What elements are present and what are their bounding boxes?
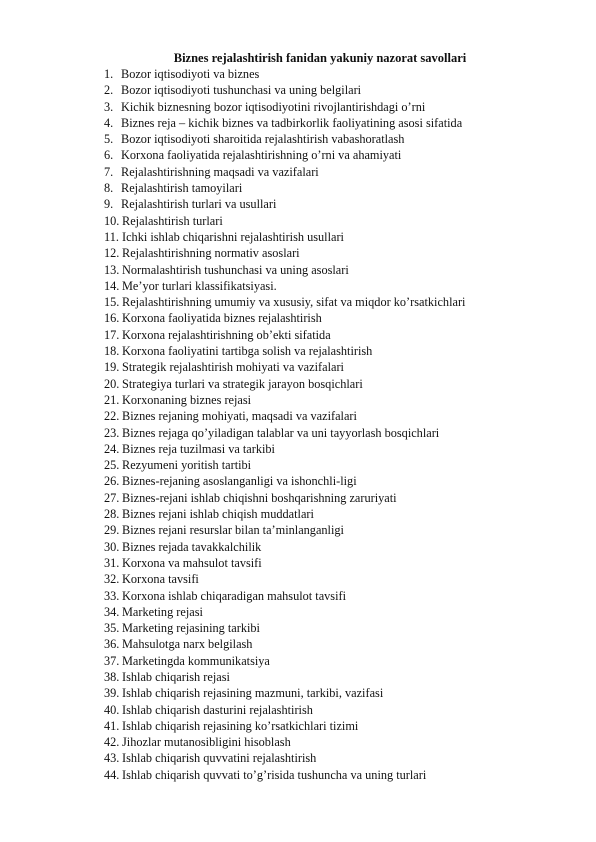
question-item [104,539,574,555]
question-number: 39. [104,686,120,701]
question-text: Korxona ishlab chiqaradigan mahsulot tavsifi [122,588,347,603]
question-item [104,180,574,196]
question-text: Biznes-rejaning asoslanganligi va ishonchli-ligi [122,474,357,489]
question-number: 36. [104,637,120,652]
question-number: 15. [104,295,120,310]
question-text: Normalashtirish tushunchasi va uning asoslari [122,262,349,277]
question-text: Biznes rejani ishlab chiqish muddatlari [122,507,314,522]
document-title: Biznes rejalashtirish fanidan yakuniy nazorat savollari [173,51,467,65]
question-text: Strategik rejalashtirish mohiyati va vazifalari [122,360,344,375]
question-text: Strategiya turlari va strategik jarayon bosqichlari [122,376,363,391]
question-item [104,718,574,734]
question-text: Mahsulotga narx belgilash [122,637,253,652]
question-number: 40. [104,702,120,717]
question-text: Kichik biznesning bozor iqtisodiyotini rivojlantirishdagi o’rni [121,99,426,114]
question-number: 27. [104,490,120,505]
question-text: Biznes rejani resurslar bilan ta’minlanganligi [122,523,344,538]
question-item [104,571,574,587]
question-text: Biznes rejada tavakkalchilik [122,539,262,554]
question-number: 37. [104,653,120,668]
question-number: 14. [104,278,120,293]
question-number: 17. [104,327,120,342]
question-number: 23. [104,425,120,440]
question-item [104,359,574,375]
question-text: Jihozlar mutanosibligini hisoblash [122,735,291,750]
question-item [104,425,574,441]
question-item [104,278,574,294]
question-text: Ishlab chiqarish rejasining mazmuni, tarkibi, vazifasi [122,686,384,701]
question-item [104,294,574,310]
question-item [104,457,574,473]
question-number: 38. [104,669,120,684]
question-number: 31. [104,555,120,570]
question-number: 33. [104,588,120,603]
question-item [104,490,574,506]
question-text: Rejalashtirishning umumiy va xususiy, sifat va miqdor ko’rsatkichlari [122,295,466,310]
question-item [104,767,574,783]
question-number: 7. [104,164,114,179]
question-text: Korxonaning biznes rejasi [122,392,252,407]
question-number: 9. [104,197,114,212]
question-text: Rezyumeni yoritish tartibi [122,458,252,473]
question-item [104,685,574,701]
question-number: 42. [104,735,120,750]
question-number: 13. [104,262,120,277]
question-number: 24. [104,441,120,456]
question-number: 29. [104,523,120,538]
question-text: Korxona faoliyatini tartibga solish va rejalashtirish [122,344,373,359]
question-text: Biznes-rejani ishlab chiqishni boshqarishning zaruriyati [122,490,397,505]
question-text: Rejalashtirish turlari va usullari [121,197,277,212]
question-number: 30. [104,539,120,554]
question-item [104,620,574,636]
question-item [104,66,574,82]
question-item [104,376,574,392]
question-number: 4. [104,115,114,130]
question-item [104,522,574,538]
question-number: 3. [104,99,114,114]
question-number: 25. [104,458,120,473]
question-item [104,636,574,652]
question-item [104,604,574,620]
question-text: Ishlab chiqarish quvvati to’g’risida tushuncha va uning turlari [122,767,427,782]
question-item [104,734,574,750]
question-item [104,441,574,457]
question-item [104,750,574,766]
question-text: Rejalashtirish turlari [122,213,223,228]
question-item [104,310,574,326]
question-item [104,473,574,489]
question-text: Korxona faoliyatida rejalashtirishning o’rni va ahamiyati [121,148,402,163]
question-number: 19. [104,360,120,375]
question-text: Korxona faoliyatida biznes rejalashtirish [122,311,322,326]
question-item [104,82,574,98]
question-text: Ishlab chiqarish rejasining ko’rsatkichlari tizimi [122,718,359,733]
question-item [104,327,574,343]
question-number: 44. [104,767,120,782]
question-number: 5. [104,132,114,147]
question-text: Ishlab chiqarish dasturini rejalashtirish [122,702,313,717]
question-number: 20. [104,376,120,391]
question-item [104,164,574,180]
question-item [104,669,574,685]
question-number: 28. [104,507,120,522]
question-number: 21. [104,392,120,407]
question-number: 18. [104,344,120,359]
question-item [104,99,574,115]
question-item [104,131,574,147]
question-item [104,653,574,669]
question-number: 32. [104,572,120,587]
question-text: Korxona rejalashtirishning ob’ekti sifatida [122,327,331,342]
question-number: 34. [104,604,120,619]
question-text: Ishlab chiqarish quvvatini rejalashtirish [122,751,317,766]
question-number: 8. [104,181,114,196]
question-number: 10. [104,213,120,228]
question-number: 6. [104,148,114,163]
question-text: Korxona tavsifi [122,572,199,587]
question-text: Marketing rejasining tarkibi [122,621,260,636]
question-number: 16. [104,311,120,326]
question-item [104,343,574,359]
question-item [104,506,574,522]
question-number: 41. [104,718,120,733]
question-item [104,196,574,212]
question-item [104,702,574,718]
question-text: Biznes reja – kichik biznes va tadbirkorlik faoliyatining asosi sifatida [121,115,463,130]
question-item [104,588,574,604]
question-number: 12. [104,246,120,261]
question-text: Rejalashtirishning normativ asoslari [122,246,300,261]
question-item [104,392,574,408]
question-text: Rejalashtirish tamoyilari [121,181,243,196]
question-text: Korxona va mahsulot tavsifi [122,555,262,570]
question-text: Ishlab chiqarish rejasi [122,669,230,684]
question-text: Biznes rejaning mohiyati, maqsadi va vazifalari [122,409,357,424]
question-text: Marketing rejasi [122,604,203,619]
question-number: 22. [104,409,120,424]
question-text: Me’yor turlari klassifikatsiyasi. [122,278,277,293]
question-text: Marketingda kommunikatsiya [122,653,270,668]
question-item [104,147,574,163]
question-number: 1. [104,67,114,81]
question-list [104,66,574,783]
question-number: 43. [104,751,120,766]
question-item [104,115,574,131]
question-text: Biznes reja tuzilmasi va tarkibi [122,441,275,456]
question-number: 35. [104,621,120,636]
question-text: Rejalashtirishning maqsadi va vazifalari [121,164,319,179]
question-number: 2. [104,83,114,98]
question-text: Biznes rejaga qo’yiladigan talablar va uni tayyorlash bosqichlari [122,425,440,440]
question-number: 26. [104,474,120,489]
question-item [104,408,574,424]
question-item [104,245,574,261]
question-text: Ichki ishlab chiqarishni rejalashtirish usullari [122,229,344,244]
question-number: 11. [104,229,119,244]
question-text: Bozor iqtisodiyoti sharoitida rejalashtirish vabashoratlash [121,132,405,147]
question-item [104,555,574,571]
question-text: Bozor iqtisodiyoti tushunchasi va uning belgilari [121,83,362,98]
question-item [104,229,574,245]
question-item [104,213,574,229]
question-item [104,262,574,278]
question-text: Bozor iqtisodiyoti va biznes [121,67,260,81]
